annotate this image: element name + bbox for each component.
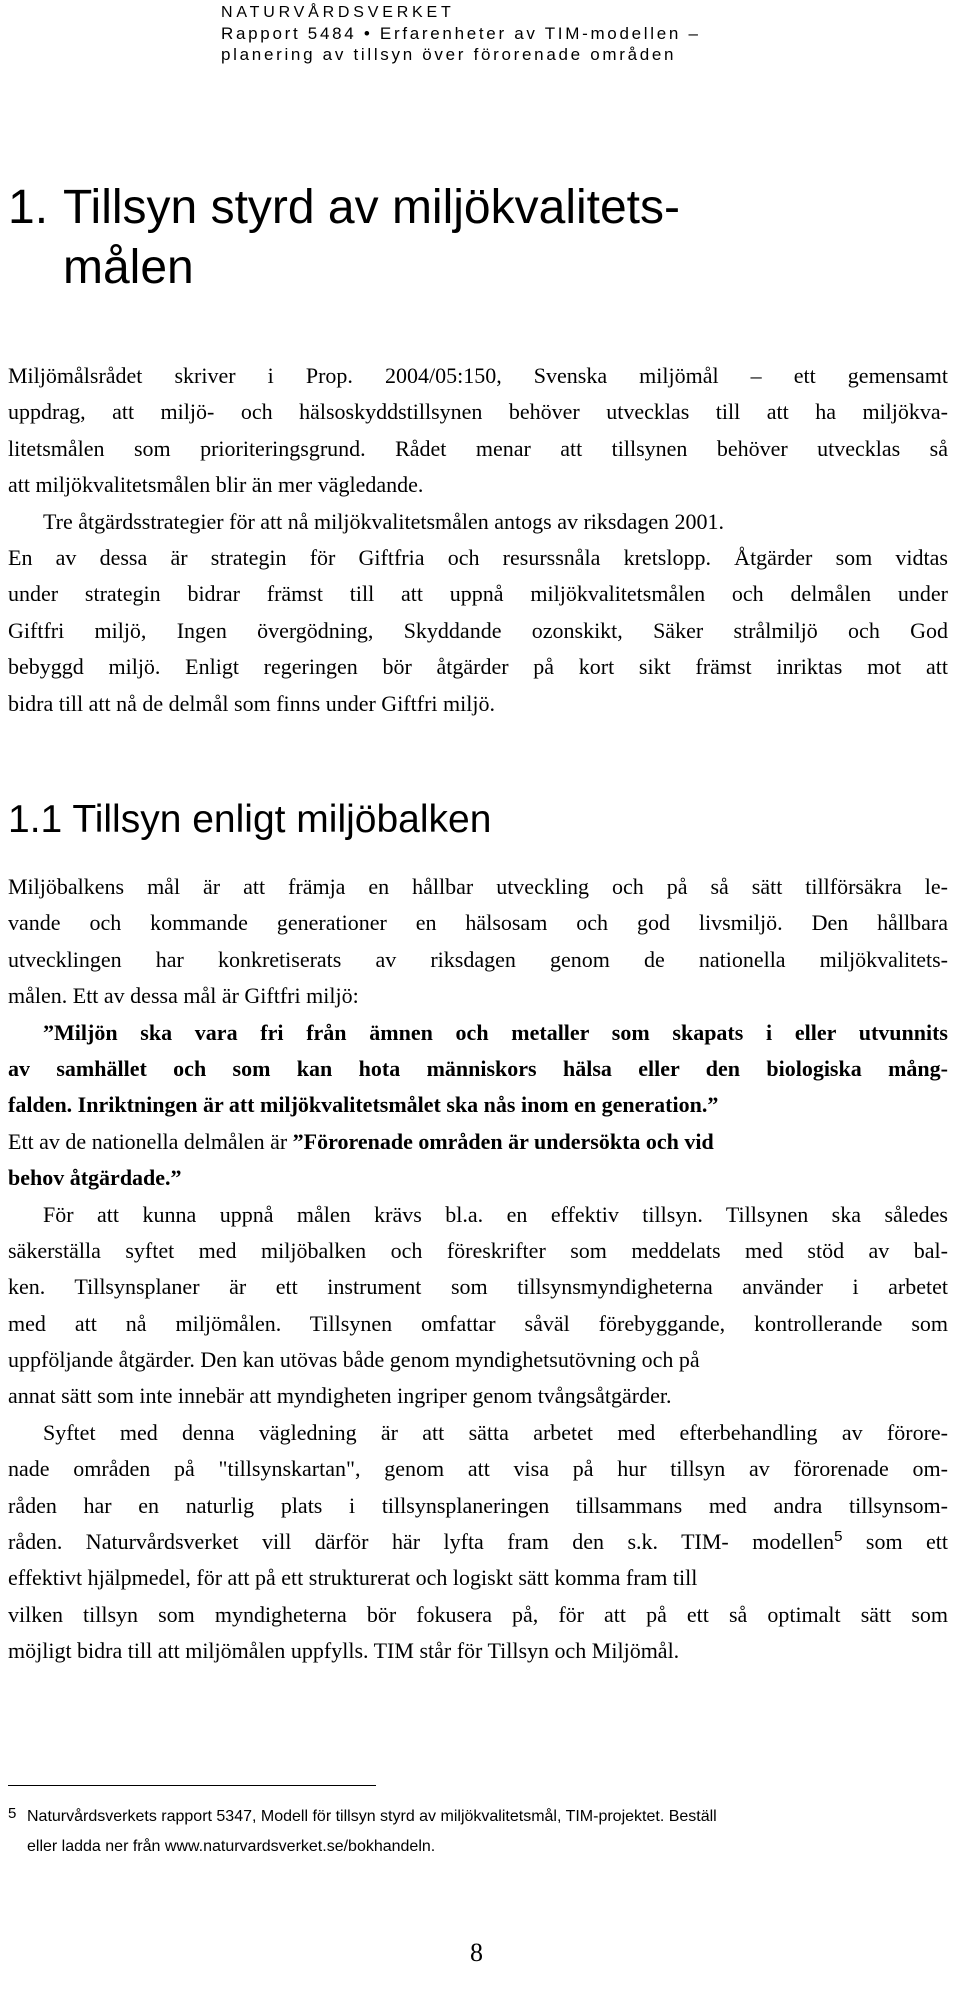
section-heading: 1.1 Tillsyn enligt miljöbalken — [8, 798, 492, 841]
text-line: Miljöbalkens mål är att främja en hållbar utveckling och på så sätt tillförsäkra le- — [8, 874, 948, 899]
text-line: En av dessa är strategin för Giftfria och resurssnåla kretslopp. Åtgärder som vidtas — [8, 544, 948, 570]
footnote-divider — [8, 1785, 376, 1786]
text-line: Syftet med denna vägledning är att sätta arbetet med efterbehandling av förore- — [43, 1419, 948, 1445]
goal-quote-line: av samhället och som kan hota människors hälsa eller den biologiska mång- — [8, 1055, 948, 1081]
footnote-line: Naturvårdsverkets rapport 5347, Modell för tillsyn styrd av miljökvalitetsmål, TIM-projektet. Beställ — [27, 1808, 717, 1825]
text-line: möjligt bidra till att miljömålen uppfylls. TIM står för Tillsyn och Miljömål. — [8, 1638, 680, 1664]
chapter-title-line2: målen — [63, 241, 194, 294]
text-line: annat sätt som inte innebär att myndigheten ingriper genom tvångsåtgärder. — [8, 1383, 672, 1409]
running-header — [221, 2, 741, 65]
text-line: råden. Naturvårdsverket vill därför här lyfta fram den s.k. TIM- modellen$^5$ som ett — [8, 1528, 948, 1555]
text-line: att miljökvalitetsmålen blir än mer vägledande. — [8, 472, 424, 498]
footnote-reference[interactable]: 5 — [834, 1528, 843, 1546]
footnote-mark: 5 — [8, 1805, 17, 1822]
text-line: Giftfri miljö, Ingen övergödning, Skyddande ozonskikt, Säker strålmiljö och God — [8, 617, 948, 643]
chapter-title-line1: Tillsyn styrd av miljökvalitets- — [63, 181, 680, 234]
text-line: Tre åtgärdsstrategier för att nå miljökvalitetsmålen antogs av riksdagen 2001. — [43, 508, 725, 534]
text-line: behov åtgärdade.” — [8, 1165, 182, 1191]
header-subtitle: planering av tillsyn över förorenade områden — [221, 45, 677, 64]
header-report: Rapport 5484 • Erfarenheter av TIM-modellen – — [221, 24, 701, 43]
text-line: råden har en naturlig plats i tillsynsplaneringen tillsammans med andra tillsynsom- — [8, 1492, 948, 1518]
text-line: Ett av de nationella delmålen är ”Förorenade områden är undersökta och vid — [8, 1128, 714, 1154]
text-line: utvecklingen har konkretiserats av riksdagen genom de nationella miljökvalitets- — [8, 946, 948, 972]
text-line: bebyggd miljö. Enligt regeringen bör åtgärder på kort sikt främst inriktas mot att — [8, 654, 948, 680]
text-line: vilken tillsyn som myndigheterna bör fokusera på, för att på ett så optimalt sätt som — [8, 1601, 948, 1627]
text-line: bidra till att nå de delmål som finns under Giftfri miljö. — [8, 690, 495, 716]
footnote-line: eller ladda ner från www.naturvardsverket.se/bokhandeln. — [27, 1838, 436, 1855]
text-line: under strategin bidrar främst till att uppnå miljökvalitetsmålen och delmålen under — [8, 581, 948, 607]
text-line: vande och kommande generationer en hälsosam och god livsmiljö. Den hållbara — [8, 910, 948, 936]
chapter-number: 1. — [8, 181, 49, 234]
section-text — [8, 869, 948, 1670]
text-line: med att nå miljömålen. Tillsynen omfattar såväl förebyggande, kontrollerande som — [8, 1310, 948, 1336]
text-line: litetsmålen som prioriteringsgrund. Rådet menar att tillsynen behöver utvecklas så — [8, 435, 948, 461]
text-line: uppdrag, att miljö- och hälsoskyddstillsynen behöver utvecklas till att ha miljökva- — [8, 399, 948, 425]
intro-text — [8, 358, 948, 722]
text-line: säkerställa syftet med miljöbalken och föreskrifter som meddelats med stöd av bal- — [8, 1237, 948, 1263]
text-line: målen. Ett av dessa mål är Giftfri miljö: — [8, 983, 359, 1009]
goal-quote-line: falden. Inriktningen är att miljökvalitetsmålet ska nås inom en generation.” — [8, 1092, 719, 1118]
text-line: ken. Tillsynsplaner är ett instrument som tillsynsmyndigheterna använder i arbetet — [8, 1274, 948, 1300]
text-line: Miljömålsrådet skriver i Prop. 2004/05:150, Svenska miljömål – ett gemensamt — [8, 363, 948, 388]
goal-quote-line: ”Miljön ska vara fri från ämnen och metaller som skapats i eller utvunnits — [43, 1019, 948, 1045]
text-line: uppföljande åtgärder. Den kan utövas både genom myndighetsutövning och på — [8, 1347, 700, 1373]
text-line: effektivt hjälpmedel, för att på ett strukturerat och logiskt sätt komma fram till — [8, 1565, 698, 1591]
text-line: nade områden på "tillsynskartan", genom att visa på hur tillsyn av förorenade om- — [8, 1456, 948, 1482]
page-number: 8 — [470, 1938, 483, 1967]
header-org: NATURVÅRDSVERKET — [221, 4, 455, 21]
text-line: För att kunna uppnå målen krävs bl.a. en effektiv tillsyn. Tillsynen ska således — [43, 1201, 948, 1227]
